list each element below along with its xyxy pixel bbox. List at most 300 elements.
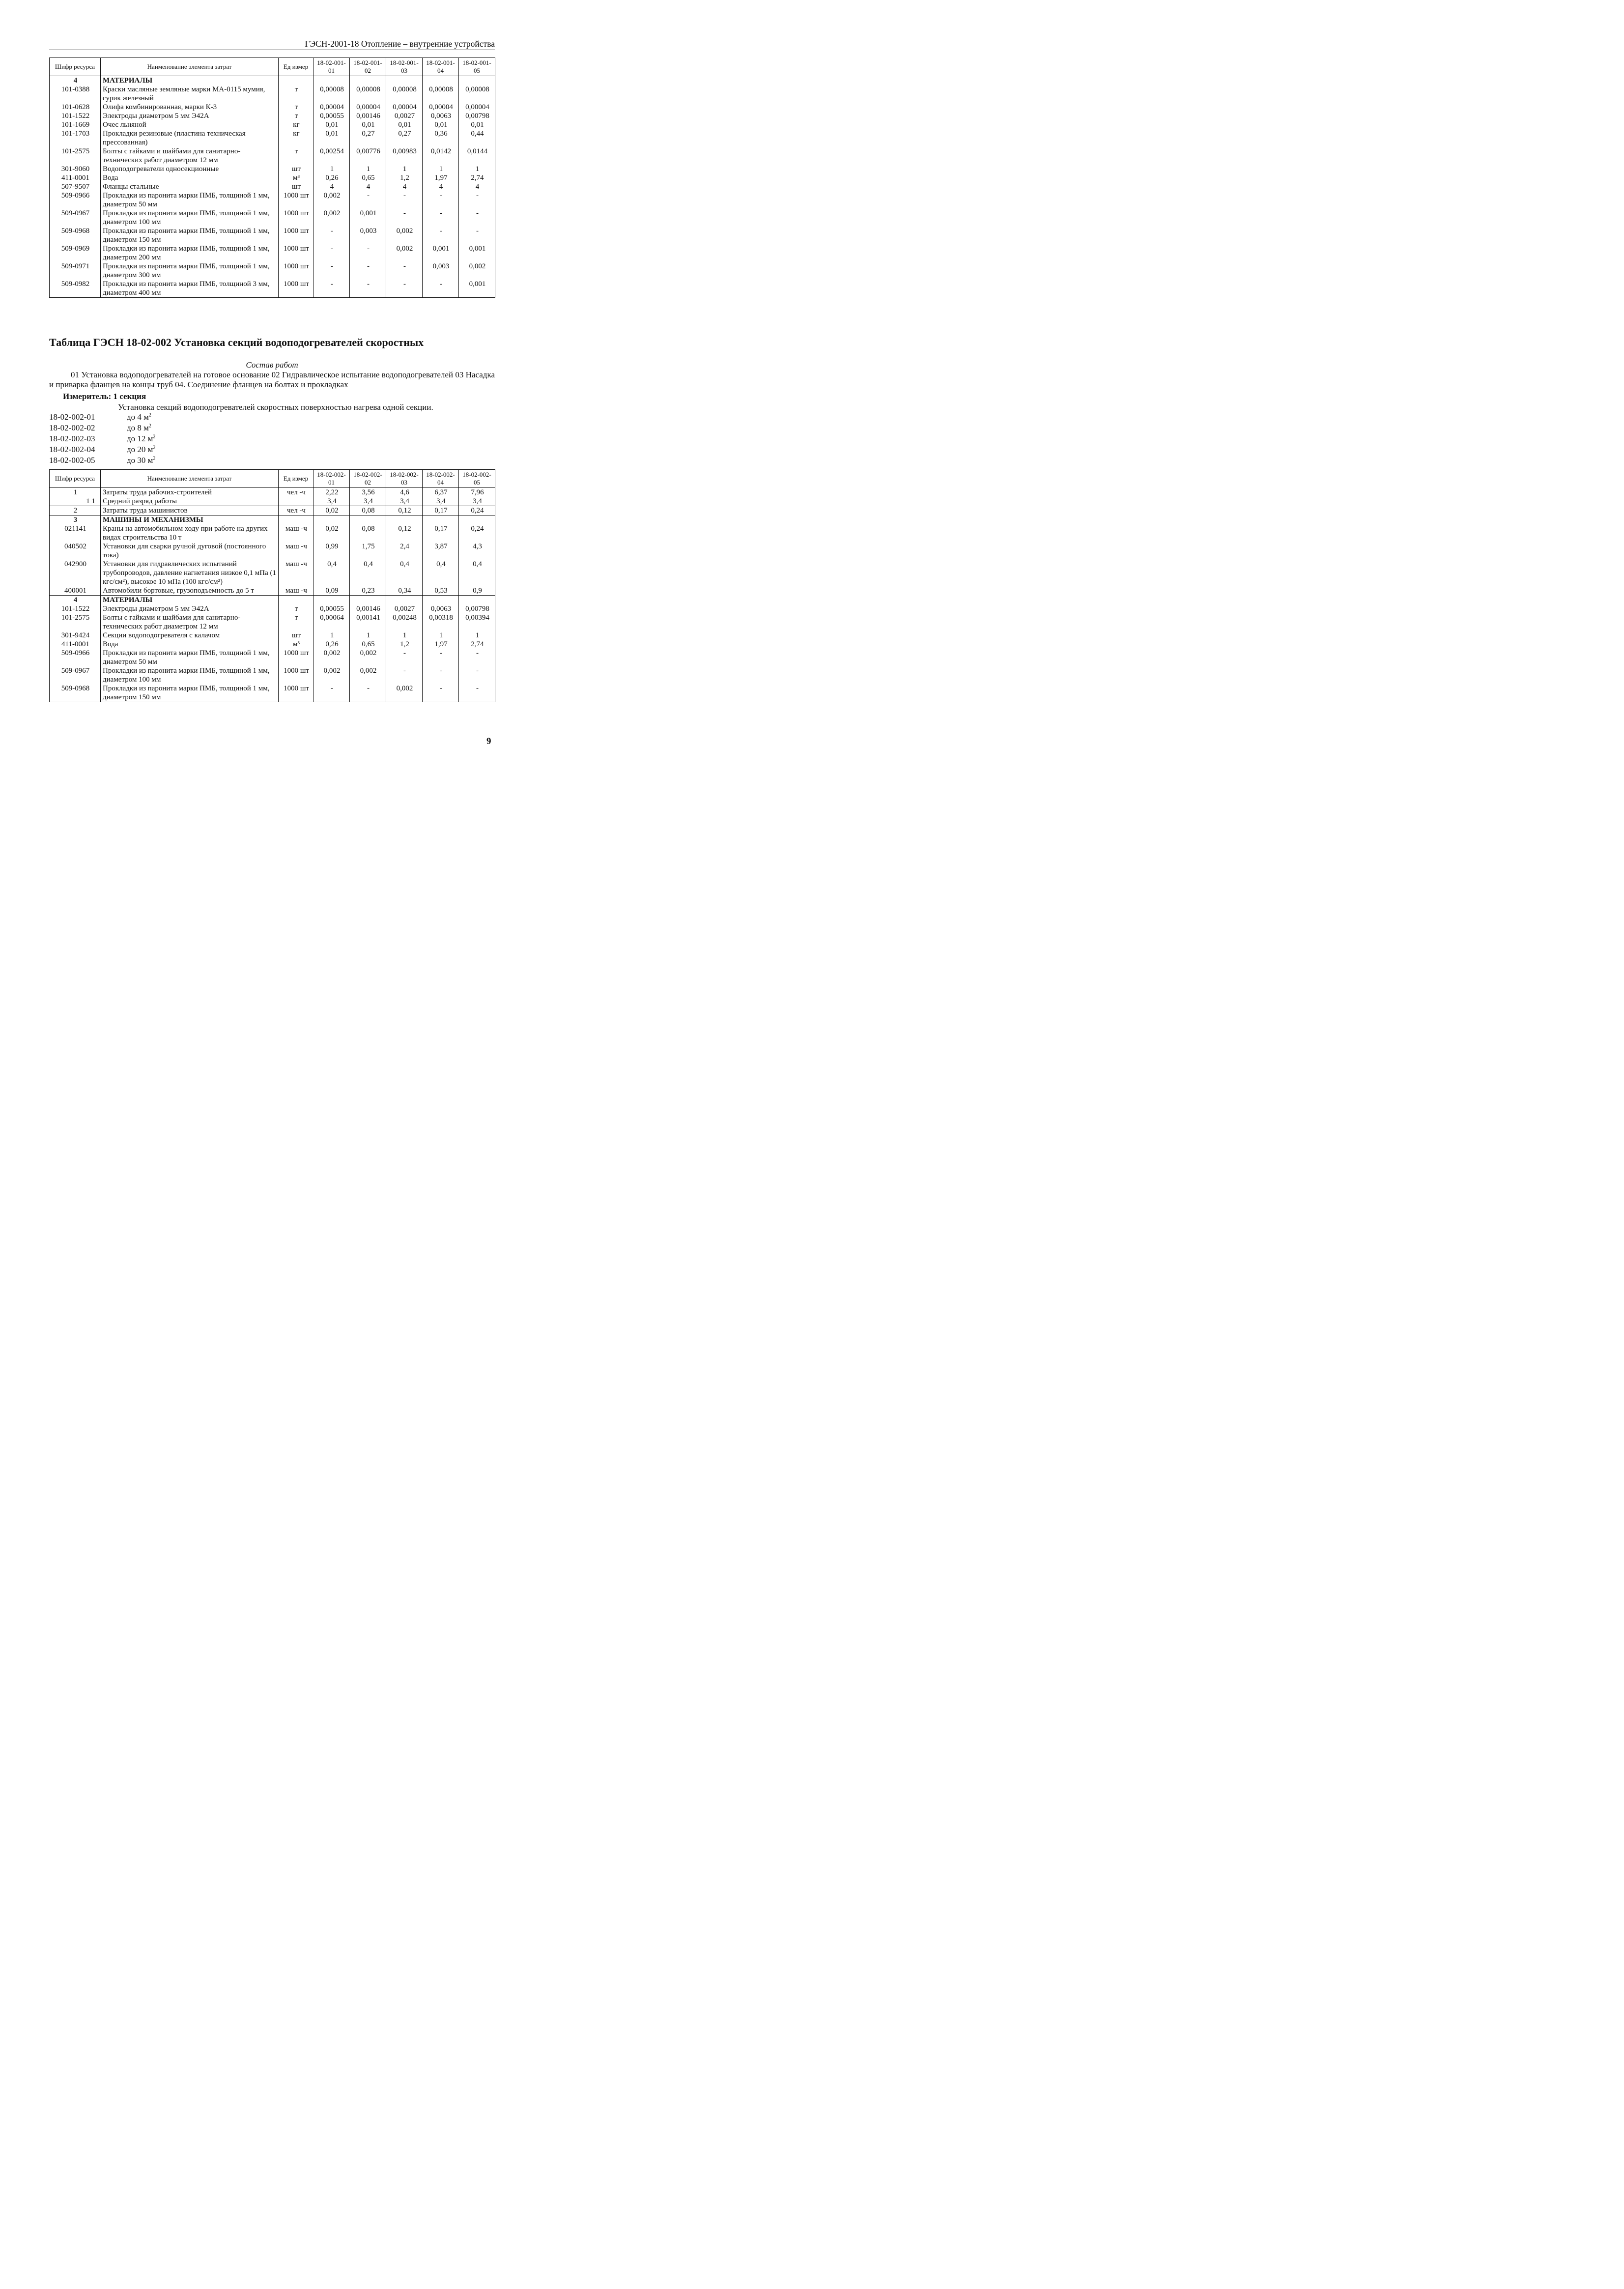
value-cell: - (459, 227, 495, 244)
value-cell: 0,00318 (423, 613, 459, 631)
value-cell: 0,002 (386, 227, 423, 244)
unit-cell: шт (279, 182, 313, 191)
table-title: Таблица ГЭСН 18-02-002 Установка секций водоподогревателей скоростных (49, 336, 424, 348)
table-row (50, 262, 495, 280)
table-header-row (50, 470, 495, 488)
table-header-row (50, 58, 495, 76)
unit-cell: м³ (279, 173, 313, 182)
resource-name: Средний разряд работы (101, 497, 279, 506)
value-cell (350, 596, 386, 605)
unit-cell (279, 497, 313, 506)
value-cell: - (386, 262, 423, 280)
variant-code: 18-02-002-02 (49, 423, 95, 432)
section-header-row (50, 76, 495, 86)
resource-code: 509-0967 (50, 666, 101, 684)
composition-heading: Состав работ (246, 360, 298, 370)
value-cell: 0,002 (350, 649, 386, 666)
value-cell: 3,4 (313, 497, 350, 506)
unit-cell: шт (279, 165, 313, 173)
value-cell: 0,00004 (459, 103, 495, 112)
table-row (50, 85, 495, 103)
resource-code: 101-1522 (50, 604, 101, 613)
resource-code: 509-0966 (50, 649, 101, 666)
resource-name: Секции водоподогревателя с калачом (101, 631, 279, 640)
value-cell: - (459, 191, 495, 209)
value-cell: 0,02 (313, 524, 350, 542)
table-row (50, 129, 495, 147)
value-cell: 0,4 (423, 560, 459, 586)
value-cell: 0,00008 (459, 85, 495, 103)
value-cell (459, 515, 495, 525)
resource-name: Электроды диаметром 5 мм Э42А (101, 112, 279, 120)
value-cell: 0,01 (313, 120, 350, 129)
table-row (50, 542, 495, 560)
variant-code: 18-02-002-04 (49, 445, 95, 454)
resource-name: Прокладки из паронита марки ПМБ, толщиной 1 мм, диаметром 200 мм (101, 244, 279, 262)
value-cell: - (423, 666, 459, 684)
resource-name: Прокладки из паронита марки ПМБ, толщиной 1 мм, диаметром 50 мм (101, 191, 279, 209)
table-row (50, 586, 495, 596)
resource-name: МАТЕРИАЛЫ (101, 76, 279, 86)
resource-name: Очес льняной (101, 120, 279, 129)
unit-cell: 1000 шт (279, 262, 313, 280)
value-cell: - (423, 684, 459, 702)
value-cell: - (350, 191, 386, 209)
table-body (50, 488, 495, 702)
value-cell: 0,002 (386, 244, 423, 262)
value-cell: - (459, 209, 495, 227)
value-cell: - (459, 666, 495, 684)
resource-name: Прокладки из паронита марки ПМБ, толщиной 1 мм, диаметром 50 мм (101, 649, 279, 666)
value-cell (423, 596, 459, 605)
variant-size: до 4 $м^2$ (127, 412, 151, 422)
value-cell: 0,001 (423, 244, 459, 262)
unit-cell (279, 76, 313, 86)
value-cell: 0,23 (350, 586, 386, 596)
value-cell: 0,00055 (313, 604, 350, 613)
value-cell: 0,001 (459, 280, 495, 298)
resource-name: Вода (101, 173, 279, 182)
table-row (50, 165, 495, 173)
value-cell: 0,53 (423, 586, 459, 596)
resource-code: 4 (50, 76, 101, 86)
unit-cell: 1000 шт (279, 684, 313, 702)
resource-table-18-02-001 (49, 57, 495, 298)
unit-cell: 1000 шт (279, 191, 313, 209)
value-cell: - (386, 209, 423, 227)
value-cell: 4 (386, 182, 423, 191)
table-row (50, 103, 495, 112)
value-cell: 7,96 (459, 488, 495, 497)
value-cell: 0,24 (459, 506, 495, 515)
value-cell: 1 (313, 631, 350, 640)
table-row (50, 524, 495, 542)
value-cell: 0,01 (423, 120, 459, 129)
unit-cell: кг (279, 120, 313, 129)
value-cell: 0,00798 (459, 604, 495, 613)
resource-name: Прокладки из паронита марки ПМБ, толщиной 1 мм, диаметром 150 мм (101, 227, 279, 244)
header-name: Наименование элемента затрат (101, 470, 279, 488)
variant-code: 18-02-002-03 (49, 434, 95, 443)
resource-name: Автомобили бортовые, грузоподъемность до 5 т (101, 586, 279, 596)
value-cell (313, 515, 350, 525)
value-cell: 0,65 (350, 640, 386, 649)
header-col-5: 18-02-002-05 (459, 470, 495, 488)
unit-cell: маш -ч (279, 542, 313, 560)
value-cell: 4 (350, 182, 386, 191)
resource-code: 042900 (50, 560, 101, 586)
value-cell: 0,00004 (313, 103, 350, 112)
value-cell: 0,002 (459, 262, 495, 280)
value-cell: - (350, 244, 386, 262)
resource-code: 101-2575 (50, 147, 101, 165)
value-cell: 0,00055 (313, 112, 350, 120)
value-cell: - (350, 262, 386, 280)
running-header: ГЭСН-2001-18 Отопление – внутренние устройства (305, 39, 495, 49)
value-cell: 0,27 (386, 129, 423, 147)
value-cell (313, 76, 350, 86)
unit-cell: чел -ч (279, 506, 313, 515)
value-cell: 1 (459, 631, 495, 640)
value-cell: - (313, 262, 350, 280)
unit-cell: шт (279, 631, 313, 640)
value-cell: 0,00004 (386, 103, 423, 112)
resource-table-18-02-002 (49, 469, 495, 702)
resource-code: 509-0969 (50, 244, 101, 262)
value-cell: 3,4 (386, 497, 423, 506)
value-cell: - (313, 227, 350, 244)
unit-cell: т (279, 604, 313, 613)
unit-cell: м³ (279, 640, 313, 649)
unit-cell: т (279, 613, 313, 631)
table-row (50, 506, 495, 515)
resource-code: 400001 (50, 586, 101, 596)
value-cell: 0,65 (350, 173, 386, 182)
value-cell: 0,002 (313, 209, 350, 227)
value-cell: 4,3 (459, 542, 495, 560)
table-row (50, 649, 495, 666)
value-cell: 0,99 (313, 542, 350, 560)
value-cell: 0,003 (423, 262, 459, 280)
value-cell: - (423, 280, 459, 298)
table-row (50, 182, 495, 191)
value-cell: 0,4 (350, 560, 386, 586)
unit-cell: т (279, 103, 313, 112)
resource-name: Краны на автомобильном ходу при работе на других видах строительства 10 т (101, 524, 279, 542)
resource-code: 509-0966 (50, 191, 101, 209)
resource-code: 101-0628 (50, 103, 101, 112)
value-cell: 0,0063 (423, 604, 459, 613)
value-cell (386, 76, 423, 86)
value-cell: 2,22 (313, 488, 350, 497)
value-cell: 1,97 (423, 173, 459, 182)
value-cell: 0,0144 (459, 147, 495, 165)
resource-code: 411-0001 (50, 173, 101, 182)
value-cell: 0,00064 (313, 613, 350, 631)
table-row (50, 191, 495, 209)
table-row (50, 488, 495, 497)
value-cell: 0,4 (313, 560, 350, 586)
value-cell: 3,56 (350, 488, 386, 497)
resource-code: 101-2575 (50, 613, 101, 631)
header-col-1: 18-02-002-01 (313, 470, 350, 488)
resource-name: Затраты труда рабочих-строителей (101, 488, 279, 497)
resource-name: Краски масляные земляные марки МА-0115 мумия, сурик железный (101, 85, 279, 103)
value-cell (386, 515, 423, 525)
value-cell: 3,4 (350, 497, 386, 506)
value-cell: 0,00008 (386, 85, 423, 103)
header-unit: Ед измер (279, 470, 313, 488)
value-cell: 0,08 (350, 524, 386, 542)
value-cell: 0,4 (459, 560, 495, 586)
value-cell: 0,9 (459, 586, 495, 596)
value-cell: 0,00004 (350, 103, 386, 112)
resource-name: Прокладки резиновые (пластина техническая прессованная) (101, 129, 279, 147)
value-cell: 0,001 (350, 209, 386, 227)
variant-size: до 30 $м^2$ (127, 456, 156, 465)
table-row (50, 280, 495, 298)
unit-cell: чел -ч (279, 488, 313, 497)
resource-code: 507-9507 (50, 182, 101, 191)
resource-code: 301-9424 (50, 631, 101, 640)
value-cell: 3,4 (459, 497, 495, 506)
value-cell: 3,4 (423, 497, 459, 506)
header-col-4: 18-02-002-04 (423, 470, 459, 488)
table-row (50, 613, 495, 631)
value-cell: 1,97 (423, 640, 459, 649)
table-row (50, 120, 495, 129)
header-col-1: 18-02-001-01 (313, 58, 350, 76)
resource-name: Электроды диаметром 5 мм Э42А (101, 604, 279, 613)
unit-cell: маш -ч (279, 560, 313, 586)
value-cell: 0,00004 (423, 103, 459, 112)
value-cell: 0,01 (313, 129, 350, 147)
value-cell: - (350, 684, 386, 702)
value-cell: - (423, 209, 459, 227)
value-cell: - (386, 280, 423, 298)
unit-cell: 1000 шт (279, 666, 313, 684)
unit-cell: 1000 шт (279, 227, 313, 244)
value-cell: 0,00798 (459, 112, 495, 120)
value-cell: 0,01 (386, 120, 423, 129)
value-cell: - (386, 666, 423, 684)
table-row (50, 604, 495, 613)
value-cell: 2,74 (459, 173, 495, 182)
value-cell: 0,00141 (350, 613, 386, 631)
value-cell: 0,0027 (386, 604, 423, 613)
value-cell: - (459, 649, 495, 666)
resource-code: 411-0001 (50, 640, 101, 649)
unit-cell: 1000 шт (279, 209, 313, 227)
resource-code: 4 (50, 596, 101, 605)
value-cell: - (386, 191, 423, 209)
value-cell: 0,02 (313, 506, 350, 515)
table-row (50, 227, 495, 244)
value-cell: 0,09 (313, 586, 350, 596)
resource-name: МАШИНЫ И МЕХАНИЗМЫ (101, 515, 279, 525)
variant-size: до 12 $м^2$ (127, 434, 156, 443)
value-cell: 0,00008 (350, 85, 386, 103)
page-number: 9 (486, 736, 491, 746)
resource-code: 101-1522 (50, 112, 101, 120)
resource-name: Установки для сварки ручной дуговой (постоянного тока) (101, 542, 279, 560)
value-cell: 0,00146 (350, 604, 386, 613)
unit-cell: кг (279, 129, 313, 147)
resource-name: Затраты труда машинистов (101, 506, 279, 515)
value-cell: 0,00983 (386, 147, 423, 165)
resource-code: 3 (50, 515, 101, 525)
value-cell: 0,0063 (423, 112, 459, 120)
value-cell: 0,4 (386, 560, 423, 586)
value-cell: 1,2 (386, 640, 423, 649)
table-row (50, 560, 495, 586)
variant-size: до 20 $м^2$ (127, 445, 156, 454)
value-cell: - (423, 649, 459, 666)
header-col-4: 18-02-001-04 (423, 58, 459, 76)
unit-cell: 1000 шт (279, 649, 313, 666)
value-cell: 1 (423, 631, 459, 640)
resource-name: Фланцы стальные (101, 182, 279, 191)
value-cell: - (313, 684, 350, 702)
value-cell: 2,74 (459, 640, 495, 649)
resource-code: 509-0982 (50, 280, 101, 298)
value-cell: 0,27 (350, 129, 386, 147)
value-cell: 0,00254 (313, 147, 350, 165)
value-cell (459, 596, 495, 605)
header-name: Наименование элемента затрат (101, 58, 279, 76)
value-cell: - (386, 649, 423, 666)
table-row (50, 173, 495, 182)
value-cell: 0,12 (386, 506, 423, 515)
value-cell: 0,00008 (423, 85, 459, 103)
header-col-2: 18-02-002-02 (350, 470, 386, 488)
value-cell: - (313, 244, 350, 262)
table-row (50, 640, 495, 649)
value-cell: 0,002 (313, 666, 350, 684)
section-header-row (50, 515, 495, 525)
value-cell: 0,26 (313, 640, 350, 649)
value-cell: 0,00008 (313, 85, 350, 103)
value-cell: 0,002 (313, 649, 350, 666)
value-cell: 0,36 (423, 129, 459, 147)
unit-cell (279, 596, 313, 605)
resource-name: Установки для гидравлических испытаний трубопроводов, давление нагнетания низкое 0,1 мПа (1 кгс/см²), высокое 10 мПа (100 кгс/см²) (101, 560, 279, 586)
value-cell: 4 (313, 182, 350, 191)
value-cell: 0,01 (459, 120, 495, 129)
resource-code: 101-1669 (50, 120, 101, 129)
value-cell: 4 (459, 182, 495, 191)
resource-code: 301-9060 (50, 165, 101, 173)
resource-name: Прокладки из паронита марки ПМБ, толщиной 1 мм, диаметром 150 мм (101, 684, 279, 702)
table-row (50, 666, 495, 684)
value-cell: 0,00776 (350, 147, 386, 165)
value-cell (350, 515, 386, 525)
value-cell: 1,75 (350, 542, 386, 560)
table-row (50, 147, 495, 165)
value-cell: 0,08 (350, 506, 386, 515)
resource-code: 509-0968 (50, 227, 101, 244)
resource-code: 509-0971 (50, 262, 101, 280)
value-cell: 1 (313, 165, 350, 173)
value-cell: 0,0142 (423, 147, 459, 165)
unit-cell: 1000 шт (279, 244, 313, 262)
value-cell: 0,002 (386, 684, 423, 702)
header-col-5: 18-02-001-05 (459, 58, 495, 76)
composition-text: 01 Установка водоподогревателей на готовое основание 02 Гидравлическое испытание водоподогревателей 03 Насадка и приварка фланцев на концы труб 04. Соединение фланцев на болтах и прокладках (49, 370, 495, 389)
header-col-2: 18-02-001-02 (350, 58, 386, 76)
value-cell: 0,00394 (459, 613, 495, 631)
resource-code: 1 (50, 488, 101, 497)
resource-name: Болты с гайками и шайбами для санитарно-технических работ диаметром 12 мм (101, 147, 279, 165)
value-cell: - (313, 280, 350, 298)
value-cell (423, 76, 459, 86)
unit-cell: маш -ч (279, 524, 313, 542)
resource-code: 2 (50, 506, 101, 515)
value-cell (386, 596, 423, 605)
variant-description: Установка секций водоподогревателей скоростных поверхностью нагрева одной секции. (118, 402, 433, 412)
value-cell: 0,00146 (350, 112, 386, 120)
variant-code: 18-02-002-05 (49, 456, 95, 465)
table-row (50, 631, 495, 640)
header-code: Шифр ресурса (50, 58, 101, 76)
unit-cell: 1000 шт (279, 280, 313, 298)
value-cell: 2,4 (386, 542, 423, 560)
value-cell: 0,001 (459, 244, 495, 262)
value-cell: 0,26 (313, 173, 350, 182)
resource-code: 101-1703 (50, 129, 101, 147)
unit-cell: т (279, 112, 313, 120)
unit-cell (279, 515, 313, 525)
table-row (50, 209, 495, 227)
resource-name: Вода (101, 640, 279, 649)
resource-code: 509-0968 (50, 684, 101, 702)
variant-size: до 8 $м^2$ (127, 423, 151, 432)
resource-name: Водоподогреватели односекционные (101, 165, 279, 173)
value-cell: 0,003 (350, 227, 386, 244)
resource-code: 509-0967 (50, 209, 101, 227)
table-row (50, 684, 495, 702)
value-cell: 0,17 (423, 524, 459, 542)
value-cell: - (423, 191, 459, 209)
value-cell (313, 596, 350, 605)
resource-name: Прокладки из паронита марки ПМБ, толщиной 3 мм, диаметром 400 мм (101, 280, 279, 298)
value-cell: 0,17 (423, 506, 459, 515)
value-cell: - (459, 684, 495, 702)
value-cell: 3,87 (423, 542, 459, 560)
header-unit: Ед измер (279, 58, 313, 76)
value-cell (423, 515, 459, 525)
value-cell: 4 (423, 182, 459, 191)
value-cell: 1 (459, 165, 495, 173)
meter-label: Измеритель: 1 секция (63, 392, 146, 401)
value-cell: 1 (350, 631, 386, 640)
section-header-row (50, 596, 495, 605)
header-code: Шифр ресурса (50, 470, 101, 488)
value-cell: 0,34 (386, 586, 423, 596)
value-cell (350, 76, 386, 86)
value-cell (459, 76, 495, 86)
table-row (50, 112, 495, 120)
value-cell: 1 (386, 165, 423, 173)
value-cell: 0,00248 (386, 613, 423, 631)
resource-code: 1 1 (50, 497, 101, 506)
header-col-3: 18-02-001-03 (386, 58, 423, 76)
value-cell: 6,37 (423, 488, 459, 497)
resource-code: 021141 (50, 524, 101, 542)
unit-cell: т (279, 85, 313, 103)
resource-name: Прокладки из паронита марки ПМБ, толщиной 1 мм, диаметром 100 мм (101, 209, 279, 227)
value-cell: 1,2 (386, 173, 423, 182)
